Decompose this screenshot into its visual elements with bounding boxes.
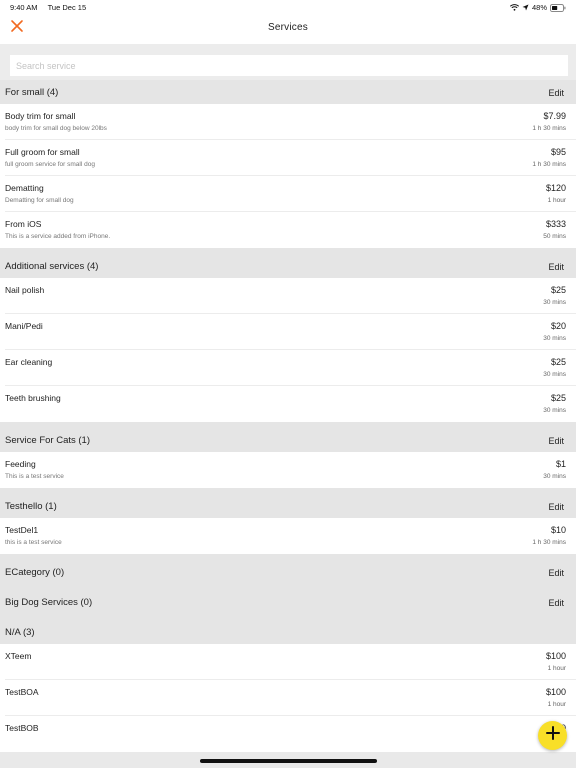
section-title: For small (4) [5,87,59,98]
home-indicator[interactable] [200,759,377,763]
service-price: $7.99 [543,111,566,121]
service-duration: 1 hour [547,701,566,708]
service-row[interactable] [0,278,576,314]
service-duration: 30 mins [543,473,566,480]
service-price: $333 [545,219,566,229]
service-price: $10 [550,525,566,535]
service-row[interactable] [0,212,576,248]
service-row[interactable] [0,314,576,350]
section-title: Big Dog Services (0) [5,597,93,608]
service-price: $95 [550,147,566,157]
service-duration: 1 h 30 mins [532,161,566,168]
section-header [0,554,576,584]
service-description: This is a test service [5,473,64,480]
plus-icon [545,725,561,746]
service-row[interactable] [0,350,576,386]
search-bar [0,44,576,80]
service-description: full groom service for small dog [5,161,95,168]
status-left [10,3,86,12]
section-header [0,614,576,644]
service-name: TestBOB [5,723,39,733]
section-title: Service For Cats (1) [5,435,90,446]
section-edit-button[interactable]: Edit [548,598,564,608]
section-header [0,488,576,518]
section-title: Testhello (1) [5,501,57,512]
section-header [0,422,576,452]
add-service-button[interactable] [538,721,567,750]
service-description: Dematting for small dog [5,197,74,204]
service-duration: 30 mins [543,371,566,378]
service-row[interactable] [0,104,576,140]
battery-percent: 48% [531,3,547,12]
section-edit-button[interactable]: Edit [548,262,564,272]
section-edit-button[interactable]: Edit [548,502,564,512]
service-name: Ear cleaning [5,357,53,367]
service-name: Teeth brushing [5,393,61,403]
service-name: TestDel1 [5,525,39,535]
service-name: Body trim for small [5,111,76,121]
service-name: Mani/Pedi [5,321,43,331]
service-duration: 30 mins [543,335,566,342]
service-price: $120 [545,183,566,193]
service-price: $100 [545,651,566,661]
service-duration: 1 hour [547,665,566,672]
section-edit-button[interactable]: Edit [548,88,564,98]
section-edit-button[interactable]: Edit [548,436,564,446]
service-price: $25 [550,393,566,403]
location-icon [522,4,529,11]
wifi-icon [510,4,519,11]
service-name: Feeding [5,459,36,469]
service-row[interactable] [0,680,576,716]
service-price: $25 [550,285,566,295]
service-name: Nail polish [5,285,45,295]
service-row[interactable] [0,176,576,212]
service-name: TestBOA [5,687,39,697]
section-title: ECategory (0) [5,567,65,578]
service-price: $20 [550,321,566,331]
status-right [510,3,566,12]
search-input[interactable] [10,55,568,76]
section-title: Additional services (4) [5,261,99,272]
service-duration: 1 h 30 mins [532,125,566,132]
service-duration: 1 hour [547,197,566,204]
service-description: This is a service added from iPhone. [5,233,111,240]
service-row[interactable] [0,140,576,176]
service-duration: 30 mins [543,407,566,414]
service-row[interactable] [0,644,576,680]
service-row[interactable] [0,386,576,422]
service-row[interactable] [0,452,576,488]
service-description: this is a test service [5,539,62,546]
header [0,14,576,44]
service-price: $100 [545,687,566,697]
service-row[interactable] [0,716,576,752]
status-time: 9:40 AM [10,3,38,12]
service-row[interactable] [0,518,576,554]
page-title: Services [268,22,308,33]
service-description: body trim for small dog below 20lbs [5,125,107,132]
service-name: Dematting [5,183,44,193]
status-date: Tue Dec 15 [47,3,87,12]
battery-icon [550,4,566,12]
service-price: $1 [555,459,566,469]
section-header [0,80,576,104]
section-header [0,584,576,614]
service-list [0,80,576,752]
service-name: From iOS [5,219,42,229]
section-title: N/A (3) [5,627,35,638]
service-name: Full groom for small [5,147,80,157]
section-header [0,248,576,278]
service-duration: 30 mins [543,299,566,306]
service-name: XTeem [5,651,32,661]
service-duration: 1 h 30 mins [532,539,566,546]
service-price: $25 [550,357,566,367]
status-bar [0,0,576,14]
service-duration: 50 mins [543,233,566,240]
section-edit-button[interactable]: Edit [548,568,564,578]
